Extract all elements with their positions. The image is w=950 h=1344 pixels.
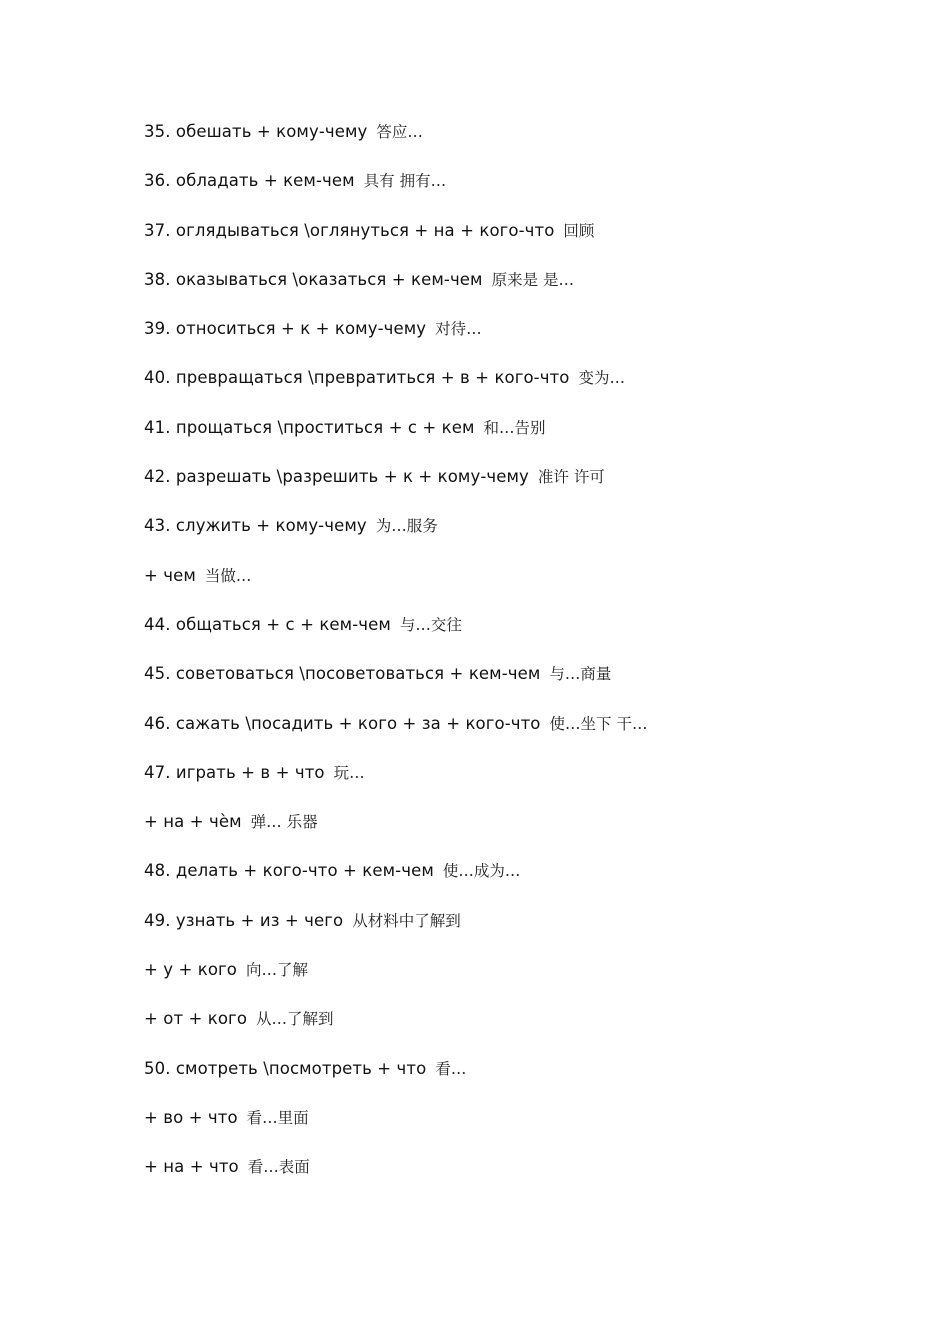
list-item (144, 512, 904, 561)
list-item (144, 660, 904, 709)
chinese-meaning: 当做… (204, 566, 252, 585)
chinese-meaning: 和…告别 (483, 418, 546, 437)
chinese-meaning: 答应… (376, 123, 423, 141)
chinese-meaning: 准许 许可 (537, 468, 605, 487)
list-item (144, 167, 904, 216)
russian-phrase: + от + кого (144, 1009, 248, 1029)
list-item (144, 710, 904, 759)
chinese-meaning: 使…成为… (442, 862, 521, 881)
russian-phrase: 36. обладать + кем-чем (144, 171, 355, 191)
russian-phrase: + чем (144, 565, 196, 585)
chinese-meaning: 向…了解 (245, 961, 308, 980)
entry-list (144, 118, 904, 1203)
list-item (144, 857, 904, 906)
list-item (144, 118, 904, 167)
list-item (144, 463, 904, 512)
chinese-meaning: 原来是 是… (491, 270, 575, 289)
list-item (144, 759, 904, 808)
russian-phrase: 46. сажать \посадить + кого + за + кого-что (144, 713, 541, 733)
russian-phrase: 50. смотреть \посмотреть + что (144, 1058, 427, 1078)
russian-phrase: + во + что (144, 1107, 238, 1127)
chinese-meaning: 为…服务 (375, 517, 438, 536)
russian-phrase: + на + что (144, 1157, 239, 1177)
russian-phrase: 35. обешать + кому-чему (144, 122, 368, 141)
list-item (144, 414, 904, 463)
chinese-meaning: 看…里面 (246, 1108, 309, 1127)
list-item (144, 907, 904, 956)
chinese-meaning: 从…了解到 (256, 1010, 334, 1029)
russian-phrase: 37. оглядываться \оглянуться + на + кого-что (144, 220, 555, 240)
chinese-meaning: 对待… (435, 320, 482, 339)
russian-phrase: 48. делать + кого-что + кем-чем (144, 861, 434, 881)
chinese-meaning: 与…商量 (549, 665, 612, 684)
list-item (144, 562, 904, 611)
russian-phrase: 42. разрешать \разрешить + к + кому-чему (144, 467, 529, 487)
list-item (144, 1055, 904, 1104)
russian-phrase: 38. оказываться \оказаться + кем-чем (144, 269, 483, 289)
chinese-meaning: 回顾 (563, 221, 595, 240)
russian-phrase: 49. узнать + из + чего (144, 910, 344, 930)
list-item (144, 315, 904, 364)
chinese-meaning: 变为… (578, 369, 625, 388)
chinese-meaning: 看…表面 (247, 1158, 310, 1177)
chinese-meaning: 与…交往 (399, 615, 462, 634)
list-item (144, 1104, 904, 1153)
list-item (144, 808, 904, 857)
chinese-meaning: 从材料中了解到 (352, 911, 461, 930)
russian-phrase: 39. относиться + к + кому-чему (144, 319, 427, 339)
russian-phrase: + на + чѐм (144, 812, 242, 832)
russian-phrase: 41. прощаться \проститься + с + кем (144, 417, 475, 437)
russian-phrase: 43. служить + кому-чему (144, 516, 367, 536)
list-item (144, 217, 904, 266)
russian-phrase: 44. общаться + с + кем-чем (144, 614, 391, 634)
russian-phrase: 40. превращаться \превратиться + в + кого-что (144, 368, 570, 388)
list-item (144, 266, 904, 315)
chinese-meaning: 具有 拥有… (363, 172, 447, 191)
chinese-meaning: 使…坐下 干… (549, 714, 648, 733)
list-item (144, 364, 904, 413)
russian-phrase: + у + кого (144, 960, 237, 980)
chinese-meaning: 看… (435, 1059, 467, 1078)
russian-phrase: 45. советоваться \посоветоваться + кем-чем (144, 664, 541, 684)
russian-phrase: 47. играть + в + что (144, 762, 325, 782)
list-item (144, 1005, 904, 1054)
list-item (144, 956, 904, 1005)
chinese-meaning: 弹… 乐器 (250, 813, 318, 832)
list-item (144, 1153, 904, 1202)
list-item (144, 611, 904, 660)
chinese-meaning: 玩… (333, 763, 365, 782)
